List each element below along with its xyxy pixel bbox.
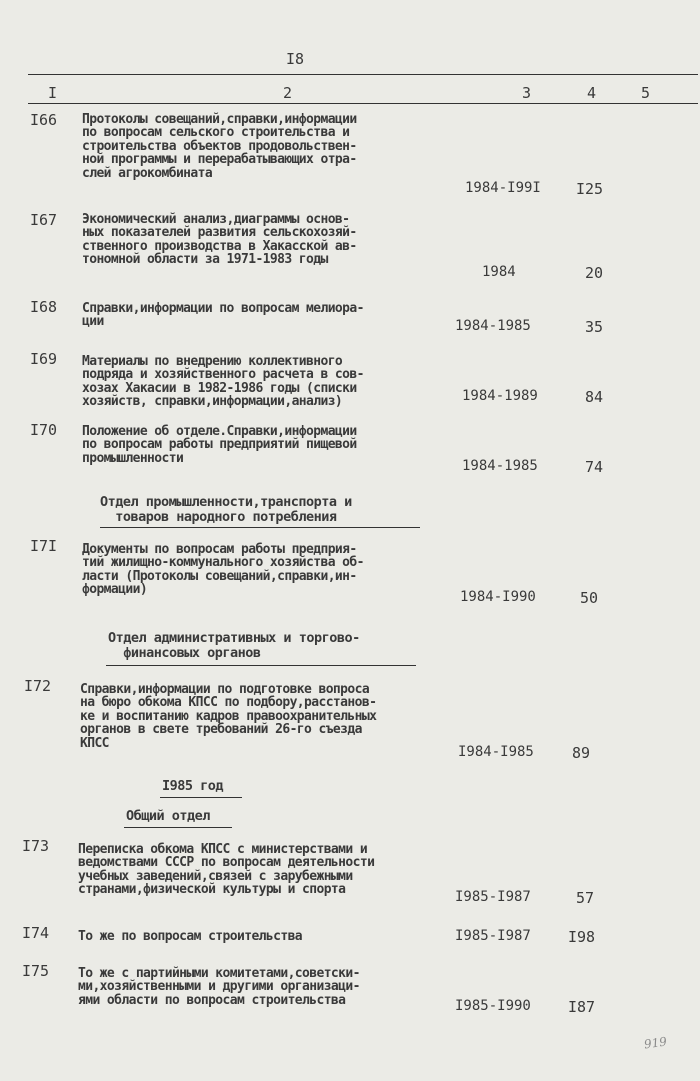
entry-count: I25 bbox=[576, 180, 604, 198]
entry-number: I7I bbox=[30, 537, 58, 555]
section-heading: Отдел административных и торгово- финансовых органов bbox=[108, 630, 360, 661]
entry-description: Протоколы совещаний,справки,информации по вопросам сельского строительства и строительства объектов продовольствен- ной программы и перерабатывающих отра- слей агрокомбината bbox=[82, 112, 357, 181]
entry-description: Справки,информации по вопросам мелиора- ции bbox=[82, 301, 364, 330]
entry-years: I985-I987 bbox=[455, 928, 531, 944]
entry-count: 57 bbox=[576, 889, 595, 907]
page-number: I8 bbox=[286, 50, 305, 68]
column-header-2: 2 bbox=[283, 84, 293, 102]
section-heading: Общий отдел bbox=[126, 808, 210, 824]
entry-description: Справки,информации по подготовке вопроса на бюро обкома КПСС по подбору,расстанов- ке и воспитанию кадров правоохранительных органов в свете требований 26-го съезда КПСС bbox=[80, 682, 377, 751]
column-header-1: I bbox=[48, 84, 58, 102]
entry-years: 1984-I990 bbox=[460, 589, 536, 605]
entry-count: 20 bbox=[585, 264, 604, 282]
column-header-5: 5 bbox=[641, 84, 651, 102]
entry-years: I985-I990 bbox=[455, 998, 531, 1014]
entry-years: 1984-1985 bbox=[462, 458, 538, 474]
section-heading: Отдел промышленности,транспорта и товаров народного потребления bbox=[100, 494, 352, 525]
entry-count: 74 bbox=[585, 458, 604, 476]
entry-description: Положение об отделе.Справки,информации по вопросам работы предприятий пищевой промышленности bbox=[82, 424, 357, 466]
entry-number: I68 bbox=[30, 298, 58, 316]
entry-number: I70 bbox=[30, 421, 58, 439]
entry-description: То же с партийными комитетами,советски- ми,хозяйственными и другими организаци- ями области по вопросам строительства bbox=[78, 966, 360, 1008]
entry-years: I984-I985 bbox=[458, 744, 534, 760]
column-header-4: 4 bbox=[587, 84, 597, 102]
year-heading: I985 год bbox=[162, 778, 224, 794]
entry-years: 1984-I99I bbox=[465, 180, 541, 196]
entry-count: I98 bbox=[568, 928, 596, 946]
header-top-rule bbox=[28, 74, 698, 75]
entry-number: I72 bbox=[24, 677, 52, 695]
entry-number: I66 bbox=[30, 111, 58, 129]
entry-count: I87 bbox=[568, 998, 596, 1016]
entry-count: 35 bbox=[585, 318, 604, 336]
entry-count: 50 bbox=[580, 589, 599, 607]
entry-number: I69 bbox=[30, 350, 58, 368]
heading-underline bbox=[124, 827, 232, 828]
heading-underline bbox=[100, 527, 420, 528]
entry-description: То же по вопросам строительства bbox=[78, 929, 303, 944]
entry-number: I75 bbox=[22, 962, 50, 980]
entry-years: I985-I987 bbox=[455, 889, 531, 905]
entry-description: Экономический анализ,диаграммы основ- ных показателей развития сельскохозяй- ственного производства в Хакасской ав- тономной области за 1971-1983 годы bbox=[82, 212, 357, 268]
heading-underline bbox=[160, 797, 242, 798]
entry-number: I73 bbox=[22, 837, 50, 855]
entry-description: Переписка обкома КПСС с министерствами и ведомствами СССР по вопросам деятельности учебных заведений,связей с зарубежными странами,физической культуры и спорта bbox=[78, 842, 375, 898]
column-header-3: 3 bbox=[522, 84, 532, 102]
entry-years: 1984-1985 bbox=[455, 318, 531, 334]
entry-description: Материалы по внедрению коллективного подряда и хозяйственного расчета в сов- хозах Хакасии в 1982-1986 годы (списки хозяйств, справки,информации,анализ) bbox=[82, 354, 364, 410]
heading-underline bbox=[106, 665, 416, 666]
entry-years: 1984 bbox=[482, 264, 516, 280]
pencil-folio-mark: 919 bbox=[643, 1034, 668, 1052]
entry-count: 84 bbox=[585, 388, 604, 406]
header-bottom-rule bbox=[28, 103, 698, 104]
entry-description: Документы по вопросам работы предприя- тий жилищно-коммунального хозяйства об- ласти (Протоколы совещаний,справки,ин- формации) bbox=[82, 542, 364, 598]
entry-number: I67 bbox=[30, 211, 58, 229]
entry-count: 89 bbox=[572, 744, 591, 762]
entry-number: I74 bbox=[22, 924, 50, 942]
entry-years: 1984-1989 bbox=[462, 388, 538, 404]
